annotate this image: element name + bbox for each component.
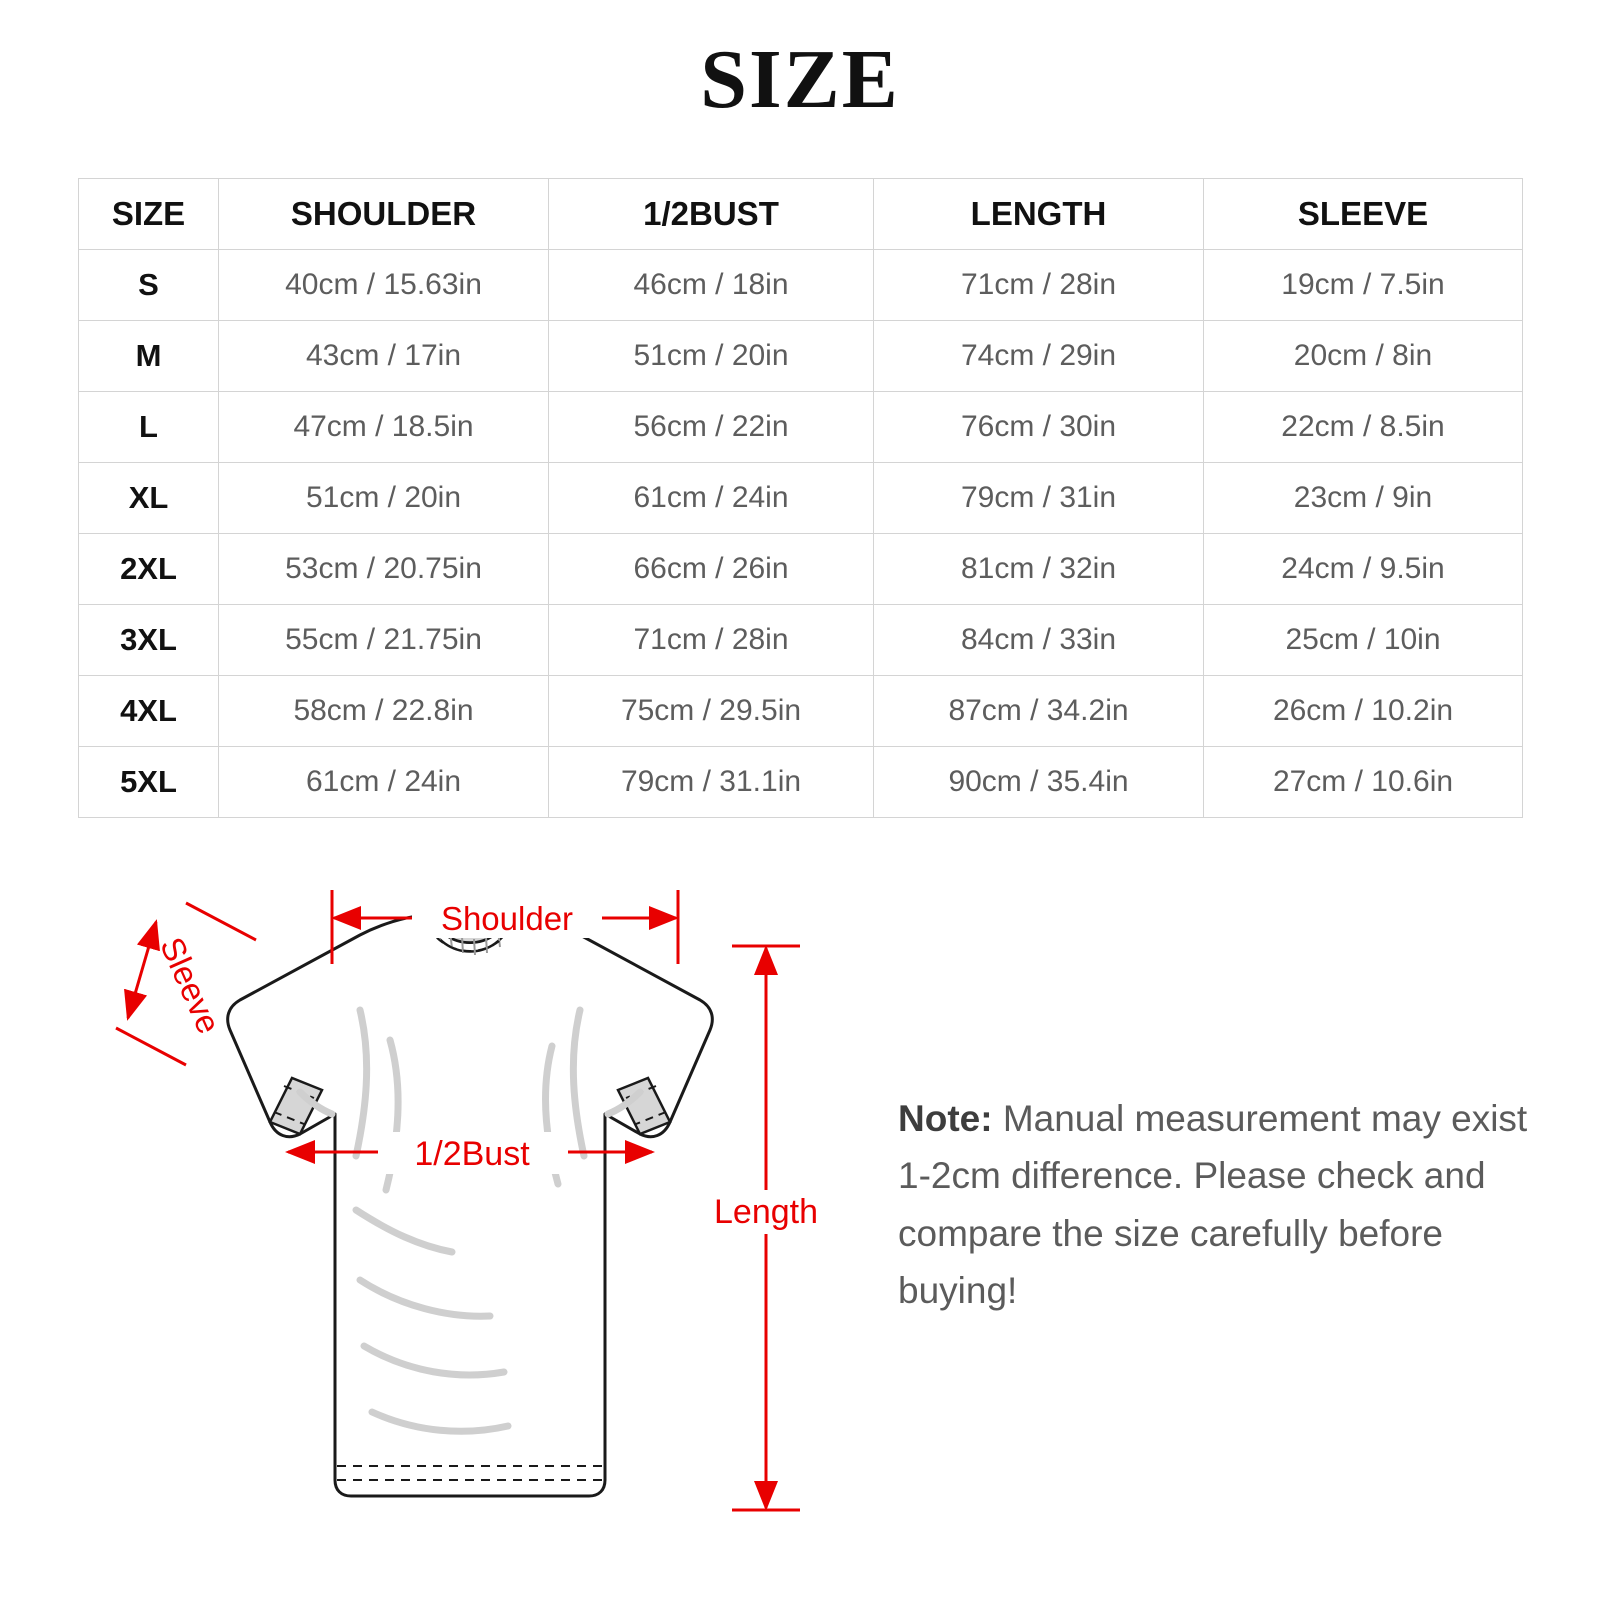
- length-measure: [708, 946, 824, 1510]
- column-header-size: SIZE: [79, 179, 219, 250]
- cell-sleeve: 23cm / 9in: [1204, 463, 1523, 534]
- cell-size: XL: [79, 463, 219, 534]
- cell-bust: 51cm / 20in: [549, 321, 874, 392]
- cell-sleeve: 27cm / 10.6in: [1204, 747, 1523, 818]
- shoulder-label: Shoulder: [440, 900, 574, 937]
- table-row: [79, 392, 1523, 463]
- table-row: [79, 250, 1523, 321]
- note-prefix: Note:: [898, 1098, 993, 1139]
- cell-sleeve: 26cm / 10.2in: [1204, 676, 1523, 747]
- cell-shoulder: 58cm / 22.8in: [219, 676, 549, 747]
- sleeve-label: Sleeve: [153, 931, 228, 1039]
- cell-size: L: [79, 392, 219, 463]
- cell-size: 5XL: [79, 747, 219, 818]
- table-row: [79, 463, 1523, 534]
- cell-bust: 71cm / 28in: [549, 605, 874, 676]
- cell-sleeve: 25cm / 10in: [1204, 605, 1523, 676]
- cell-length: 81cm / 32in: [874, 534, 1204, 605]
- cell-size: S: [79, 250, 219, 321]
- note-text: [898, 1090, 1558, 1319]
- cell-bust: 61cm / 24in: [549, 463, 874, 534]
- table-row: [79, 321, 1523, 392]
- cell-bust: 56cm / 22in: [549, 392, 874, 463]
- cell-shoulder: 55cm / 21.75in: [219, 605, 549, 676]
- cell-bust: 79cm / 31.1in: [549, 747, 874, 818]
- cell-length: 90cm / 35.4in: [874, 747, 1204, 818]
- note-body: Manual measurement may exist 1-2cm difference. Please check and compare the size carefully before buying!: [898, 1098, 1528, 1312]
- cell-length: 71cm / 28in: [874, 250, 1204, 321]
- cell-length: 84cm / 33in: [874, 605, 1204, 676]
- cell-sleeve: 19cm / 7.5in: [1204, 250, 1523, 321]
- size-chart-table: [78, 178, 1523, 818]
- cell-sleeve: 24cm / 9.5in: [1204, 534, 1523, 605]
- table-row: [79, 605, 1523, 676]
- table-row: [79, 676, 1523, 747]
- column-header-sleeve: SLEEVE: [1204, 179, 1523, 250]
- cell-shoulder: 61cm / 24in: [219, 747, 549, 818]
- cell-length: 79cm / 31in: [874, 463, 1204, 534]
- bust-label: 1/2Bust: [414, 1135, 530, 1173]
- cell-shoulder: 53cm / 20.75in: [219, 534, 549, 605]
- cell-length: 87cm / 34.2in: [874, 676, 1204, 747]
- cell-shoulder: 51cm / 20in: [219, 463, 549, 534]
- tshirt-illustration: [228, 912, 713, 1496]
- table-row: [79, 747, 1523, 818]
- cell-size: 3XL: [79, 605, 219, 676]
- column-header-bust: 1/2BUST: [549, 179, 874, 250]
- page-title: SIZE: [700, 33, 900, 126]
- cell-size: 4XL: [79, 676, 219, 747]
- cell-bust: 66cm / 26in: [549, 534, 874, 605]
- cell-length: 76cm / 30in: [874, 392, 1204, 463]
- table-header-row: [79, 179, 1523, 250]
- tshirt-measurement-diagram: [60, 860, 860, 1560]
- table-row: [79, 534, 1523, 605]
- cell-bust: 46cm / 18in: [549, 250, 874, 321]
- cell-size: 2XL: [79, 534, 219, 605]
- cell-shoulder: 40cm / 15.63in: [219, 250, 549, 321]
- cell-sleeve: 22cm / 8.5in: [1204, 392, 1523, 463]
- cell-length: 74cm / 29in: [874, 321, 1204, 392]
- cell-bust: 75cm / 29.5in: [549, 676, 874, 747]
- length-label: Length: [714, 1193, 818, 1231]
- column-header-length: LENGTH: [874, 179, 1204, 250]
- cell-size: M: [79, 321, 219, 392]
- cell-shoulder: 43cm / 17in: [219, 321, 549, 392]
- column-header-shoulder: SHOULDER: [219, 179, 549, 250]
- cell-shoulder: 47cm / 18.5in: [219, 392, 549, 463]
- cell-sleeve: 20cm / 8in: [1204, 321, 1523, 392]
